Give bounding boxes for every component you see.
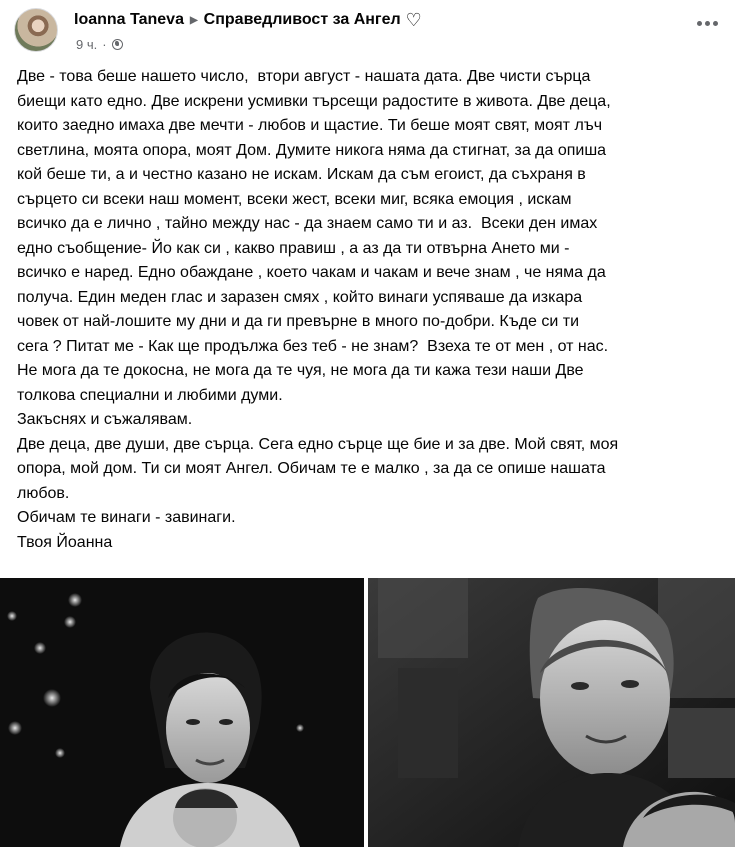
photo-right-image	[368, 578, 735, 847]
photo-left-image	[0, 578, 364, 847]
post-text: Две - това беше нашето число, втори август - нашата дата. Две чисти сърца биещи като едно. Две искрени усмивки търсещи радостите в живота. Две деца, които заедно имаха две мечти - любов и щастие. Ти беше моят свят, моят лъч светлина, моята опора, моят Дом. Думите никога няма да стигнат, за да опиша кой беше ти, а и честно казано не искам. Искам да съм егоист, да съхраня в сърцето си всеки наш момент, всеки жест, всеки миг, всяка емоция , искам всичко да е лично , тайно между нас - да знаем само ти и аз. Всеки ден имах едно съобщение- Йо как си , какво правиш , а аз да ти отвърна Ането ми - всичко е наред. Едно обаждане , което чакам и чакам и вече знам , че няма да получа. Един меден глас и заразен смях , който винаги успяваше да изкара човек от най-лошите му дни и да ги превърне в много по-добри. Къде си ти сега ? Питат ме - Как ще продължа без теб - не знам? Взеха те от мен , от нас. Не мога да те докосна, не мога да те чуя, не мога да ти кажа тези наши Две толкова специални и любими думи. Закъснях и съжалявам. Две деца, две души, две сърца. Сега едно сърце ще бие и за две. Мой свят, моя опора, мой дом. Ти си моят Ангел. Обичам те е малко , за да се опише нашата любов. Обичам те винаги - завинаги. Твоя Йоанна	[17, 68, 619, 551]
triangle-icon: ▶	[189, 14, 198, 26]
photo-right[interactable]	[368, 578, 735, 847]
post-header	[0, 0, 735, 64]
author-name[interactable]: Ioanna Taneva	[74, 11, 184, 28]
globe-icon	[112, 39, 123, 50]
meta-separator: ·	[102, 36, 107, 52]
post-meta	[76, 35, 123, 53]
heart-icon: ♡	[405, 9, 422, 30]
author-line	[74, 9, 422, 31]
author-avatar[interactable]	[14, 8, 58, 52]
post-time[interactable]: 9 ч.	[76, 36, 98, 52]
photo-left[interactable]	[0, 578, 364, 847]
more-options-icon[interactable]	[697, 18, 719, 28]
group-name[interactable]: Справедливост за Ангел	[203, 11, 401, 28]
photo-grid	[0, 578, 735, 847]
